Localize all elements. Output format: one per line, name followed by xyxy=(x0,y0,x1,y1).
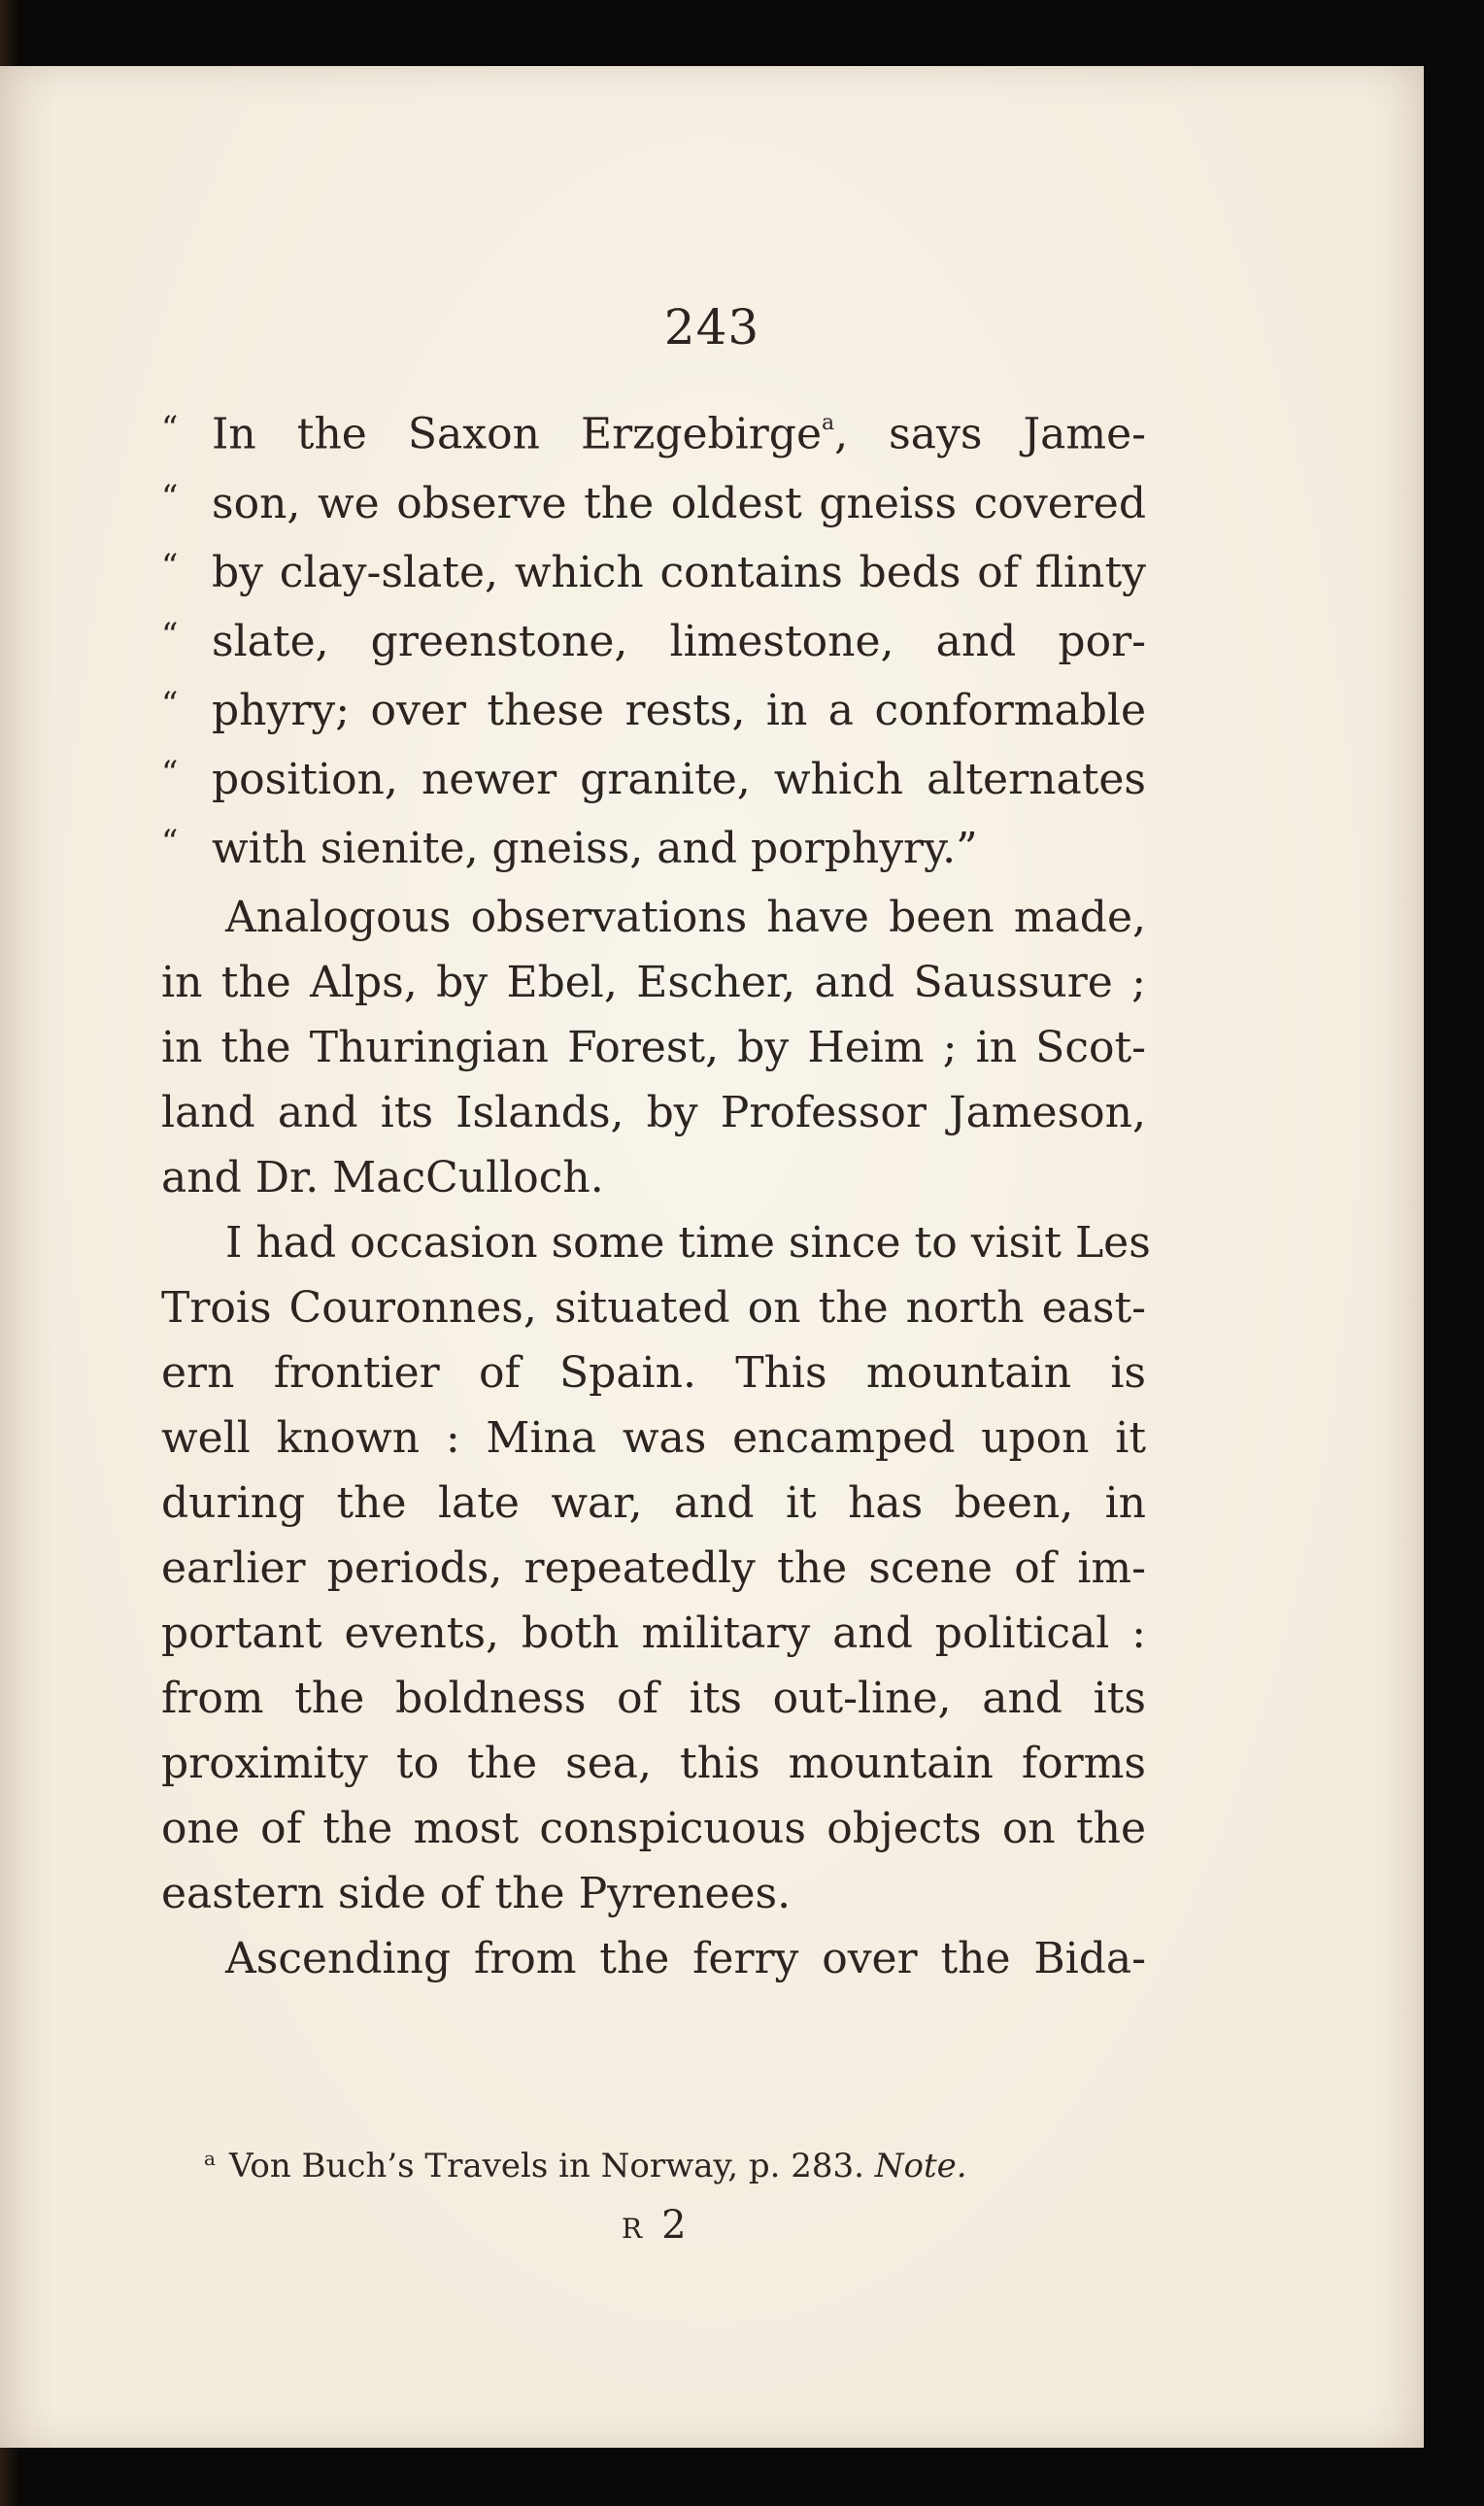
text-line: Trois Couronnes, situated on the north east- xyxy=(161,1282,1146,1333)
text-line: in the Alps, by Ebel, Escher, and Saussure ; xyxy=(161,957,1146,1007)
quote-line-text: slate, greenstone, limestone, and por- xyxy=(212,616,1146,666)
signature-letter: R xyxy=(622,2213,645,2245)
text-line: ern frontier of Spain. This mountain is xyxy=(161,1347,1146,1398)
book-page xyxy=(0,66,1424,2448)
footnote-mark: a xyxy=(204,2147,216,2170)
quote-line-text: son, we observe the oldest gneiss covered xyxy=(212,478,1146,528)
paragraph-trois-couronnes xyxy=(161,1210,1151,1926)
footnote xyxy=(204,2147,1078,2185)
quote-line xyxy=(161,747,1146,816)
text-line: during the late war, and it has been, in xyxy=(161,1477,1146,1528)
quote-line-text: by clay-slate, which contains beds of flinty xyxy=(212,547,1146,597)
text-line: from the boldness of its out-line, and its xyxy=(161,1673,1146,1723)
text-line: earlier periods, repeatedly the scene of im- xyxy=(161,1542,1146,1593)
paragraph-analogous-observations xyxy=(161,885,1146,1210)
quote-text: In the Saxon Erzgebirge xyxy=(212,409,822,459)
text-line: in the Thuringian Forest, by Heim ; in Scot- xyxy=(161,1022,1146,1072)
quote-mark: “ xyxy=(161,753,179,793)
quote-line xyxy=(161,816,1146,885)
text-line: portant events, both military and political : xyxy=(161,1608,1146,1658)
quote-line xyxy=(161,394,1146,471)
quote-line-text: position, newer granite, which alternates xyxy=(212,754,1146,804)
quote-mark: “ xyxy=(161,546,179,586)
footnote-reference: a xyxy=(822,411,835,435)
signature-mark xyxy=(622,2203,689,2248)
footnote-note: Note. xyxy=(874,2147,967,2185)
quote-line-text xyxy=(212,394,1146,467)
signature-number: 2 xyxy=(661,2203,689,2248)
quote-text: , says Jame- xyxy=(834,409,1146,459)
text-line: land and its Islands, by Professor Jameson, xyxy=(161,1087,1146,1137)
text-line: and Dr. MacCulloch. xyxy=(161,1152,604,1202)
quote-line xyxy=(161,678,1146,747)
quote-line xyxy=(161,471,1146,540)
footnote-text: Von Buch’s Travels in Norway, p. 283. xyxy=(228,2147,864,2185)
quote-mark: “ xyxy=(161,615,179,655)
text-line: eastern side of the Pyrenees. xyxy=(161,1868,792,1918)
quote-line xyxy=(161,609,1146,678)
text-line: Ascending from the ferry over the Bida- xyxy=(225,1933,1146,1983)
quote-mark: “ xyxy=(161,822,179,862)
paragraph-ascending xyxy=(161,1926,1146,1991)
text-line: proximity to the sea, this mountain forms xyxy=(161,1738,1146,1788)
text-line: one of the most conspicuous objects on the xyxy=(161,1803,1146,1853)
quote-mark: “ xyxy=(161,477,179,517)
page-body xyxy=(161,394,1151,1991)
text-line: well known : Mina was encamped upon it xyxy=(161,1412,1146,1463)
page-number: 243 xyxy=(663,299,760,356)
quote-mark: “ xyxy=(161,684,179,724)
text-line: Analogous observations have been made, xyxy=(225,892,1146,942)
text-line: I had occasion some time since to visit Les xyxy=(225,1217,1151,1268)
quote-line-text: with sienite, gneiss, and porphyry.” xyxy=(212,823,978,873)
quote-line xyxy=(161,540,1146,609)
quote-line-text: phyry; over these rests, in a conformable xyxy=(212,685,1146,735)
quote-mark: “ xyxy=(161,408,179,448)
quoted-passage xyxy=(161,394,1146,885)
